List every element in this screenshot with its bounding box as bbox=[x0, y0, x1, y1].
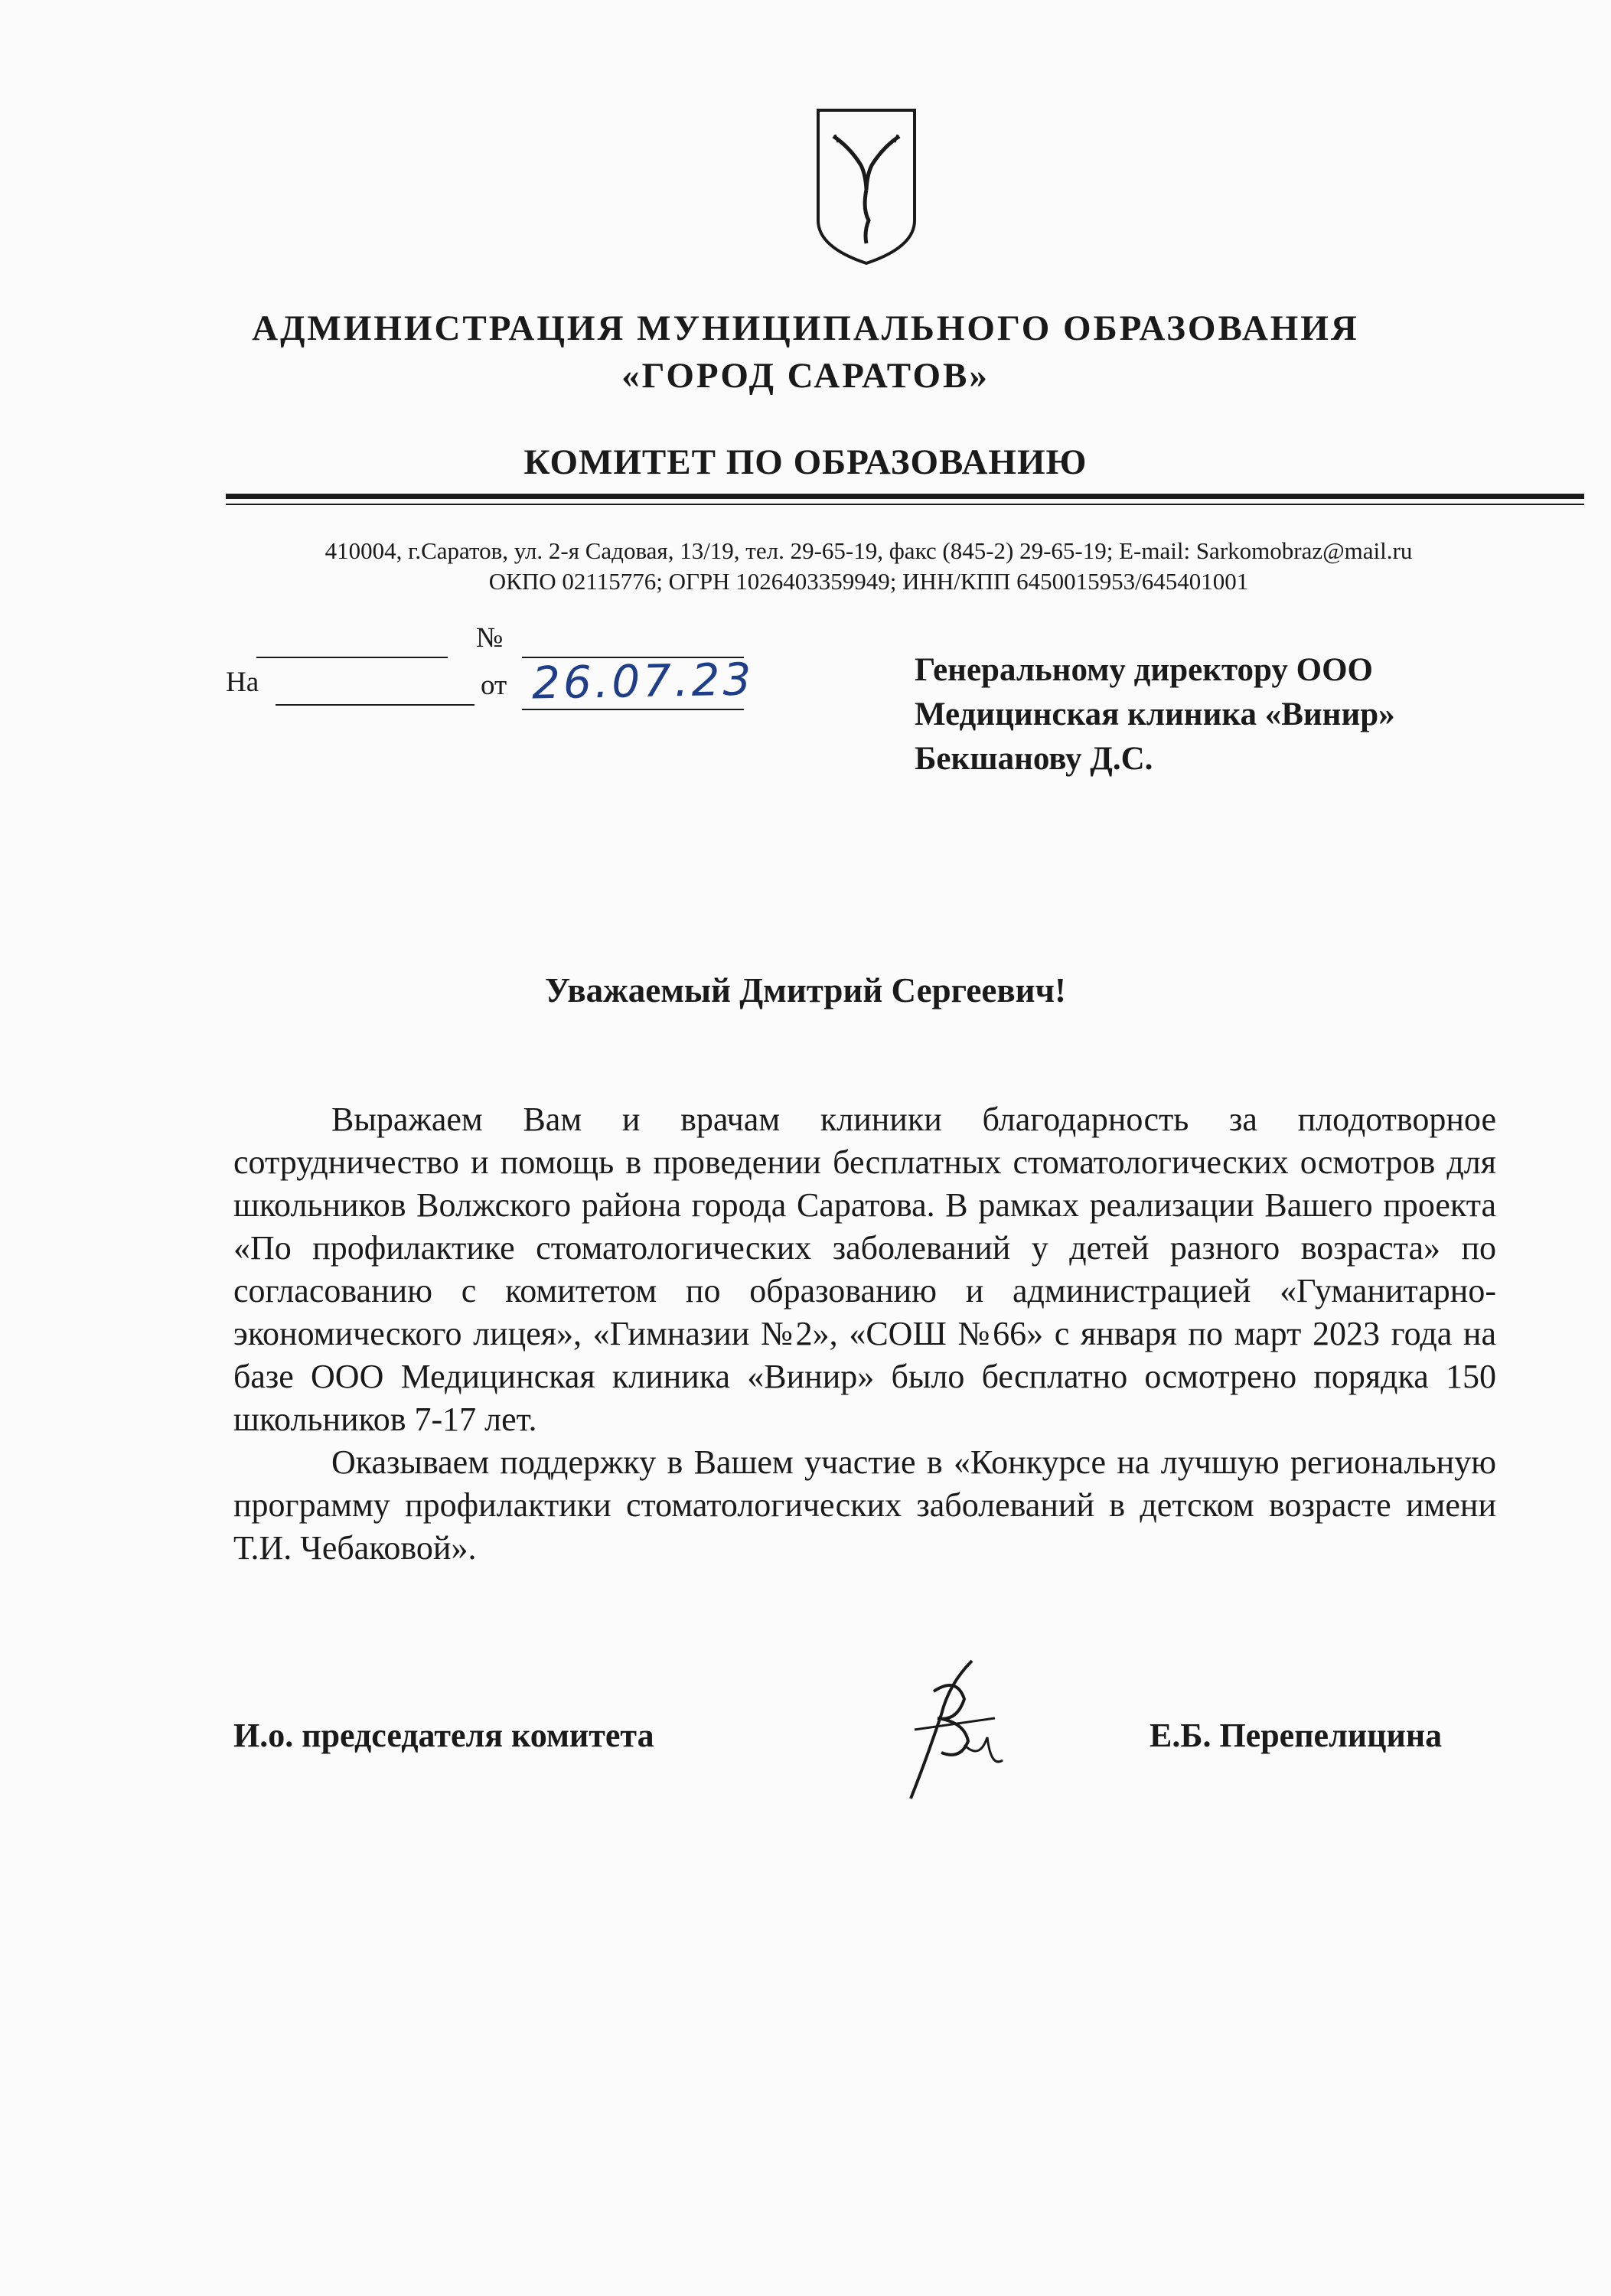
recipient-line1: Генеральному директору ООО bbox=[915, 652, 1373, 688]
org-title-line1: АДМИНИСТРАЦИЯ МУНИЦИПАЛЬНОГО ОБРАЗОВАНИЯ bbox=[252, 308, 1359, 348]
outgoing-number-blank bbox=[256, 657, 448, 658]
handwritten-date: 26.07.23 bbox=[531, 653, 755, 709]
body-paragraph-1: Выражаем Вам и врачам клиники благодарность за плодотворное сотрудничество и помощь в проведении бесплатных стоматологических осмотров для школьников Волжского района города Саратова. В рамках реализации Вашего проекта «По профилактике стоматологических заболеваний у детей разного возраста» по согласованию с комитетом по образованию и администрацией «Гуманитарно-экономического лицея», «Гимназии №2», «СОШ №66» с января по март 2023 года на базе ООО Медицинская клиника «Винир» было бесплатно осмотрено порядка 150 школьников 7-17 лет. bbox=[233, 1101, 1496, 1438]
registration-codes-line: ОКПО 02115776; ОГРН 1026403359949; ИНН/КПП 6450015953/645401001 bbox=[488, 568, 1249, 595]
recipient-line2: Медицинская клиника «Винир» bbox=[915, 696, 1395, 732]
address-line: 410004, г.Саратов, ул. 2-я Садовая, 13/19, тел. 29-65-19, факс (845-2) 29-65-19; E-mail: Sarkomobraz@mail.ru bbox=[324, 537, 1413, 564]
recipient-line3: Бекшанову Д.С. bbox=[915, 741, 1153, 777]
header-divider-thin bbox=[226, 504, 1584, 505]
from-label: от bbox=[481, 670, 507, 701]
date-blank bbox=[522, 709, 744, 710]
on-label: На bbox=[226, 667, 259, 698]
header-divider-thick bbox=[226, 494, 1584, 499]
letter-body bbox=[233, 1098, 1496, 1570]
in-reply-number-blank bbox=[276, 704, 474, 706]
salutation: Уважаемый Дмитрий Сергеевич! bbox=[545, 971, 1066, 1009]
org-title-line2: «ГОРОД САРАТОВ» bbox=[621, 356, 990, 396]
number-label: № bbox=[476, 622, 504, 654]
committee-title: КОМИТЕТ ПО ОБРАЗОВАНИЮ bbox=[523, 442, 1088, 482]
signatory-title: И.о. председателя комитета bbox=[233, 1717, 654, 1754]
signatory-name: Е.Б. Перепелицина bbox=[1150, 1717, 1443, 1754]
coat-of-arms-icon bbox=[812, 106, 921, 268]
body-paragraph-2: Оказываем поддержку в Вашем участие в «Конкурсе на лучшую региональную программу профилактики стоматологических заболеваний в детском возрасте имени Т.И. Чебаковой». bbox=[233, 1443, 1496, 1567]
handwritten-signature-icon bbox=[880, 1645, 1010, 1821]
